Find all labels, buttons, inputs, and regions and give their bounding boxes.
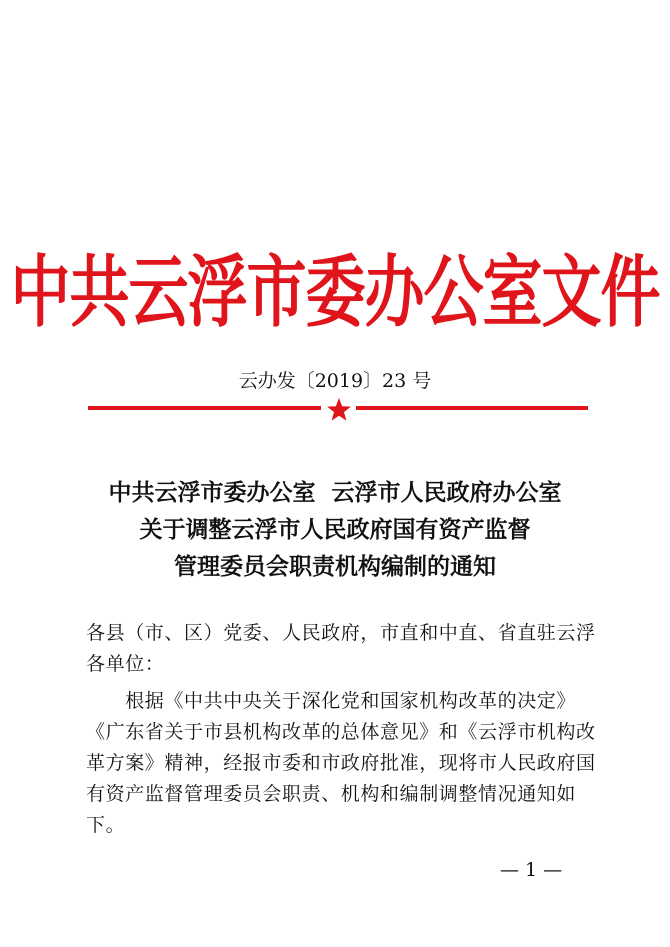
red-separator-right <box>356 406 588 410</box>
addressee: 各县（市、区）党委、人民政府，市直和中直、省直驻云浮各单位： <box>86 622 596 675</box>
document-number: 云办发〔2019〕23 号 <box>238 370 432 392</box>
body-line: 《广东省关于市县机构改革的总体意见》和《云浮市机构改 <box>86 721 596 743</box>
star-icon <box>326 397 352 421</box>
notice-title-line-1: 中共云浮市委办公室 云浮市人民政府办公室 <box>108 479 562 506</box>
body-paragraph <box>86 686 596 841</box>
page-number: — 1 — <box>500 859 563 881</box>
notice-title-line-3: 管理委员会职责机构编制的通知 <box>174 553 496 580</box>
body-line: 下。 <box>86 814 126 836</box>
document-header-title <box>0 243 670 343</box>
notice-title <box>0 474 670 585</box>
header-title-text: 中共云浮市委办公室文件 <box>10 247 660 339</box>
body-line: 根据《中共中央关于深化党和国家机构改革的决定》 <box>86 690 577 712</box>
body-line: 革方案》精神，经报市委和市政府批准，现将市人民政府国 <box>86 752 596 774</box>
body-line: 有资产监督管理委员会职责、机构和编制调整情况通知如 <box>86 783 577 805</box>
notice-title-line-2: 关于调整云浮市人民政府国有资产监督 <box>139 516 531 543</box>
red-separator-left <box>88 406 321 410</box>
